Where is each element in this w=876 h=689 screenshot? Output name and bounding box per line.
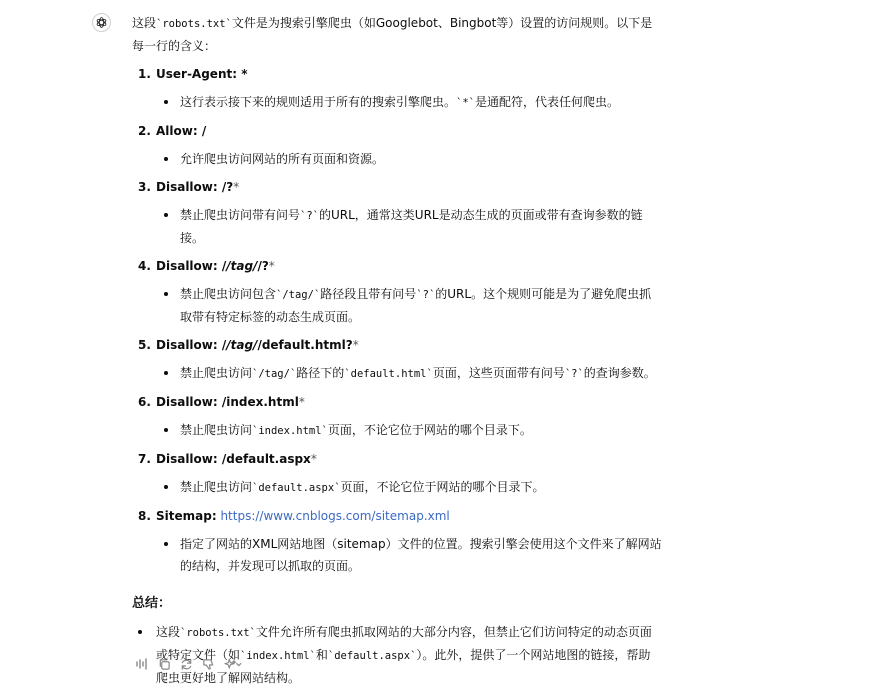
rule-number: 3. — [138, 180, 151, 194]
rule-item — [132, 448, 662, 499]
desc-text: 这行表示接下来的规则适用于所有的搜索引擎爬虫。 — [180, 95, 457, 109]
rule-heading — [156, 448, 662, 470]
rule-directive — [156, 338, 353, 352]
desc-text: 指定了网站的XML网站地图（sitemap）文件的位置。搜索引擎会使用这个文件来了解网站的结构，并发现可以抓取的页面。 — [180, 537, 662, 573]
rule-description — [156, 419, 662, 442]
desc-text: 的URL，通常这类URL是动态生成的页面或带有查询参数的链接。 — [180, 208, 643, 245]
inline-code: `default.aspx` — [252, 482, 341, 494]
rule-heading — [156, 63, 662, 85]
rule-item — [132, 505, 662, 577]
rule-heading — [156, 120, 662, 142]
sitemap-link[interactable]: https://www.cnblogs.com/sitemap.xml — [220, 509, 450, 523]
rule-description — [156, 362, 662, 385]
directive-text: Sitemap: — [156, 509, 217, 523]
rule-description — [156, 91, 662, 114]
summary-heading: 总结： — [132, 596, 172, 611]
summary-item — [132, 621, 662, 689]
rule-item — [132, 176, 662, 249]
rule-directive — [156, 259, 269, 273]
desc-text: ）。此外，提供了一个网站地图的链接，帮助爬虫更好地了解网站结构。 — [156, 648, 651, 685]
desc-text: 路径段且带有问号 — [320, 287, 417, 301]
rule-description-list — [156, 419, 662, 442]
desc-text: 禁止爬虫访问 — [180, 366, 253, 380]
rule-heading — [156, 176, 662, 198]
directive-text: Disallow: / — [156, 338, 227, 352]
summary-list — [132, 621, 662, 689]
directive-asterisk: * — [298, 395, 305, 409]
rule-number: 2. — [138, 124, 151, 138]
rule-description-list — [156, 476, 662, 499]
rule-description — [156, 533, 662, 577]
copy-button[interactable] — [156, 656, 172, 672]
regenerate-button[interactable] — [178, 656, 194, 672]
rule-description-list — [156, 283, 662, 328]
openai-logo-icon — [95, 16, 108, 29]
directive-asterisk: * — [310, 452, 317, 466]
model-switch-button[interactable] — [222, 656, 244, 672]
directive-text: Disallow: / — [156, 259, 227, 273]
rule-number: 5. — [138, 338, 151, 352]
directive-text: Disallow: /default.aspx — [156, 452, 311, 466]
rule-description — [156, 283, 662, 328]
desc-text: 禁止爬虫访问带有问号 — [180, 208, 301, 222]
rule-number: 7. — [138, 452, 151, 466]
assistant-avatar — [92, 13, 111, 32]
regenerate-icon — [180, 658, 193, 671]
inline-code: `?` — [564, 368, 584, 380]
intro-paragraph — [132, 12, 662, 57]
inline-code: `robots.txt` — [180, 627, 256, 639]
rules-list — [132, 63, 662, 577]
desc-text: 的URL。这个规则可能是为了避免爬虫抓取带有特定标签的动态生成页面。 — [180, 287, 652, 324]
rule-item — [132, 63, 662, 114]
directive-tail: /? — [257, 259, 269, 273]
directive-tail: /default.html? — [257, 338, 353, 352]
rule-description — [156, 204, 662, 249]
inline-code: `/tag/` — [276, 289, 321, 301]
rule-directive — [156, 509, 217, 523]
directive-italic: /tag/ — [226, 338, 258, 352]
rule-item — [132, 391, 662, 442]
intro-text: 文件是为搜索引擎爬虫（如Googlebot、Bingbot等）设置的访问规则。以下是每一行的含义： — [132, 16, 653, 53]
directive-text: Allow: / — [156, 124, 207, 138]
rule-item — [132, 120, 662, 170]
model-switch-icon — [223, 658, 243, 671]
rule-heading — [156, 334, 662, 356]
inline-code: `robots.txt` — [156, 18, 232, 30]
rule-directive — [156, 124, 206, 138]
thumbs-down-icon — [202, 658, 215, 671]
desc-text: 路径下的 — [296, 366, 345, 380]
desc-text: 页面，不论它位于网站的哪个目录下。 — [340, 480, 545, 494]
desc-text: 禁止爬虫访问 — [180, 480, 253, 494]
rule-directive — [156, 395, 299, 409]
rule-description-list — [156, 533, 662, 577]
rule-directive — [156, 452, 311, 466]
read-aloud-button[interactable] — [134, 656, 150, 672]
rule-description-list — [156, 91, 662, 114]
inline-code: `*` — [456, 97, 475, 109]
rule-directive — [156, 180, 233, 194]
thumbs-down-button[interactable] — [200, 656, 216, 672]
assistant-message — [132, 12, 662, 689]
inline-code: `default.html` — [344, 368, 433, 380]
directive-asterisk: * — [268, 259, 275, 273]
directive-text: User-Agent: * — [156, 67, 248, 81]
rule-number: 8. — [138, 509, 151, 523]
inline-code: `/tag/` — [252, 368, 297, 380]
inline-code: `default.aspx` — [327, 650, 417, 662]
directive-text: Disallow: /? — [156, 180, 234, 194]
rule-description — [156, 148, 662, 170]
desc-text: 文件允许所有爬虫抓取网站的大部分内容，但禁止它们访问特定的动态页面或特定文件（如 — [156, 625, 652, 662]
desc-text: 禁止爬虫访问 — [180, 423, 253, 437]
rule-number: 6. — [138, 395, 151, 409]
directive-text: Disallow: /index.html — [156, 395, 299, 409]
read-aloud-icon — [135, 657, 149, 671]
inline-code: `?` — [300, 210, 319, 222]
desc-text: 页面，不论它位于网站的哪个目录下。 — [327, 423, 532, 437]
desc-text: 这段 — [156, 625, 181, 639]
rule-number: 4. — [138, 259, 151, 273]
desc-text: 页面，这些页面带有问号 — [432, 366, 565, 380]
desc-text: 的查询参数。 — [583, 366, 656, 380]
desc-text: 允许爬虫访问网站的所有页面和资源。 — [180, 152, 385, 166]
rule-heading — [156, 391, 662, 413]
desc-text: 禁止爬虫访问包含 — [180, 287, 277, 301]
rule-description — [156, 476, 662, 499]
directive-asterisk: * — [233, 180, 240, 194]
copy-icon — [158, 658, 171, 671]
intro-text: 这段 — [132, 16, 157, 30]
rule-description-list — [156, 362, 662, 385]
rule-item — [132, 255, 662, 328]
directive-asterisk: * — [352, 338, 359, 352]
message-toolbar — [134, 656, 244, 672]
desc-text: 和 — [315, 648, 328, 662]
rule-heading — [156, 505, 662, 527]
rule-number: 1. — [138, 67, 151, 81]
desc-text: 是通配符，代表任何爬虫。 — [474, 95, 619, 109]
rule-description-list — [156, 148, 662, 170]
rule-directive — [156, 67, 247, 81]
inline-code: `index.html` — [252, 425, 328, 437]
rule-heading — [156, 255, 662, 277]
directive-italic: /tag/ — [226, 259, 258, 273]
inline-code: `?` — [416, 289, 436, 301]
inline-code: `index.html` — [240, 650, 316, 662]
rule-item — [132, 334, 662, 385]
rule-description-list — [156, 204, 662, 249]
